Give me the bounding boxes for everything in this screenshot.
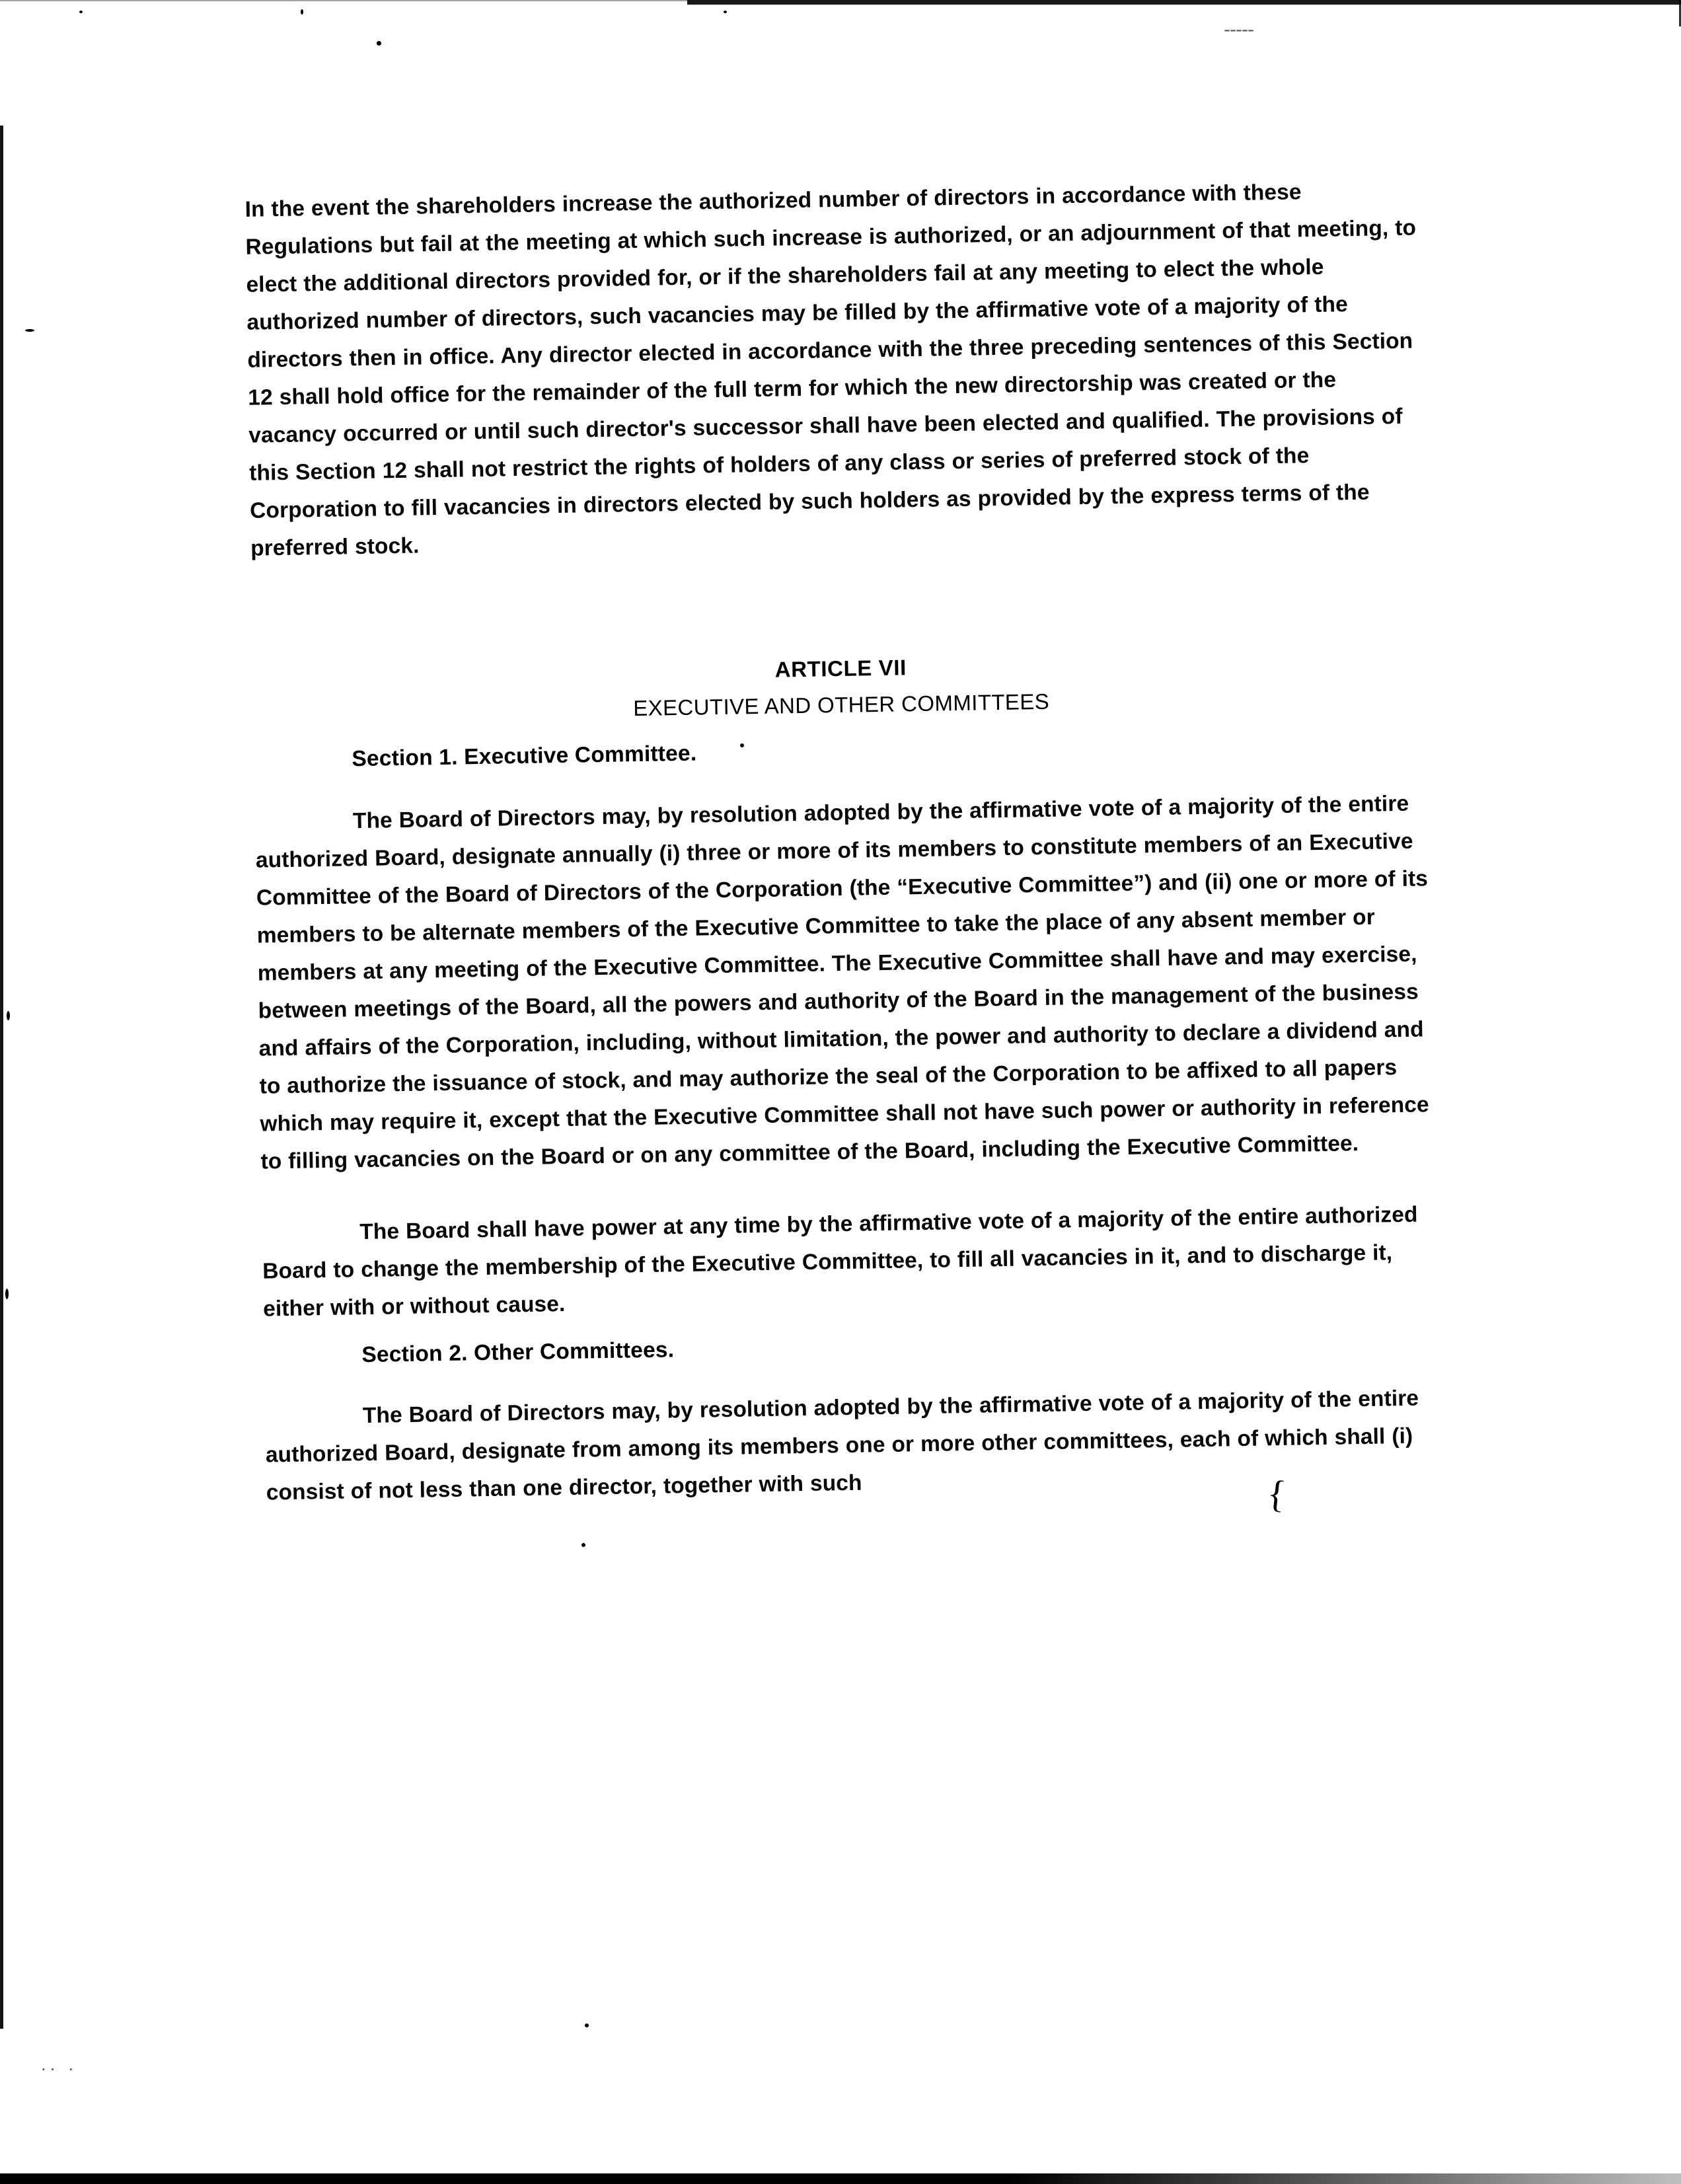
section-1-heading-text: Section 1. Executive Committee.: [352, 741, 697, 772]
dust-speck: [5, 1289, 9, 1299]
dust-speck: [7, 1011, 10, 1020]
section-1-paragraph-2: [262, 1195, 1440, 1328]
section-2-heading: [361, 1334, 675, 1372]
section-2-paragraph-1: [264, 1379, 1442, 1511]
article-title-text: EXECUTIVE AND OTHER COMMITTEES: [632, 689, 1050, 721]
section-2-heading-text: Section 2. Other Committees.: [361, 1337, 675, 1368]
paragraph-text: In the event the shareholders increase the authorized number of directors in accordance with these Regulations but fail at the meeting at which such increase is authorized, or an adjournment of that meeting, to elect the additional directors provided for, or if the shareholders fail at any meeting to elect the whole authorized number of directors, such vacancies may be filled by the affirmative vote of a majority of the directors then in office. Any director elected in accordance with the three preceding sentences of this Section 12 shall hold office for the remainder of the full term for which the new directorship was created or the vacancy occurred or until such director's successor shall have been elected and qualified. The provisions of this Section 12 shall not restrict the rights of holders of any class or series of preferred stock of the Corporation to fill vacancies in directors elected by such holders as provided by the express terms of the preferred stock.: [244, 180, 1417, 561]
section-1-heading: [352, 737, 697, 776]
paragraph-text: The Board of Directors may, by resolution adopted by the affirmative vote of a majority of the entire authorized Board, designate from among its members one or more other committees, each of which shall (i) consist of not less than one director, together with such: [265, 1386, 1419, 1505]
paragraph-text: The Board shall have power at any time by the affirmative vote of a majority of the entire authorized Board to change the membership of the Executive Committee, to fill all vacancies in it, and to discharge it, either with or without cause.: [262, 1202, 1418, 1322]
bottom-dash-artifact: .. .: [41, 2054, 78, 2074]
paragraph-text: The Board of Directors may, by resolution adopted by the affirmative vote of a majority of the entire authorized Board, designate annually (i) three or more of its members to constitute members of an Executive Committee of the Board of Directors of the Corporation (the “Executive Committee”) and (ii) one or more of its members to be alternate members of the Executive Committee to take the place of any absent member or members at any meeting of the Executive Committee. The Executive Committee shall have and may exercise, between meetings of the Board, all the powers and authority of the Board in the management of the business and affairs of the Corporation, including, without limitation, the power and authority to declare a dividend and to authorize the issuance of stock, and may authorize the seal of the Corporation to be affixed to all papers which may require it, except that the Executive Committee shall not have such power or authority in reference to filling vacancies on the Board or on any committee of the Board, including the Executive Committee.: [255, 791, 1429, 1174]
top-dash-artifact: -----: [1224, 19, 1253, 40]
article-number-text: ARTICLE VII: [774, 655, 907, 682]
paragraph-block-continuation: [244, 171, 1427, 567]
stray-pen-mark: {: [1265, 1471, 1289, 1517]
section-1-paragraph-1: [255, 784, 1437, 1180]
